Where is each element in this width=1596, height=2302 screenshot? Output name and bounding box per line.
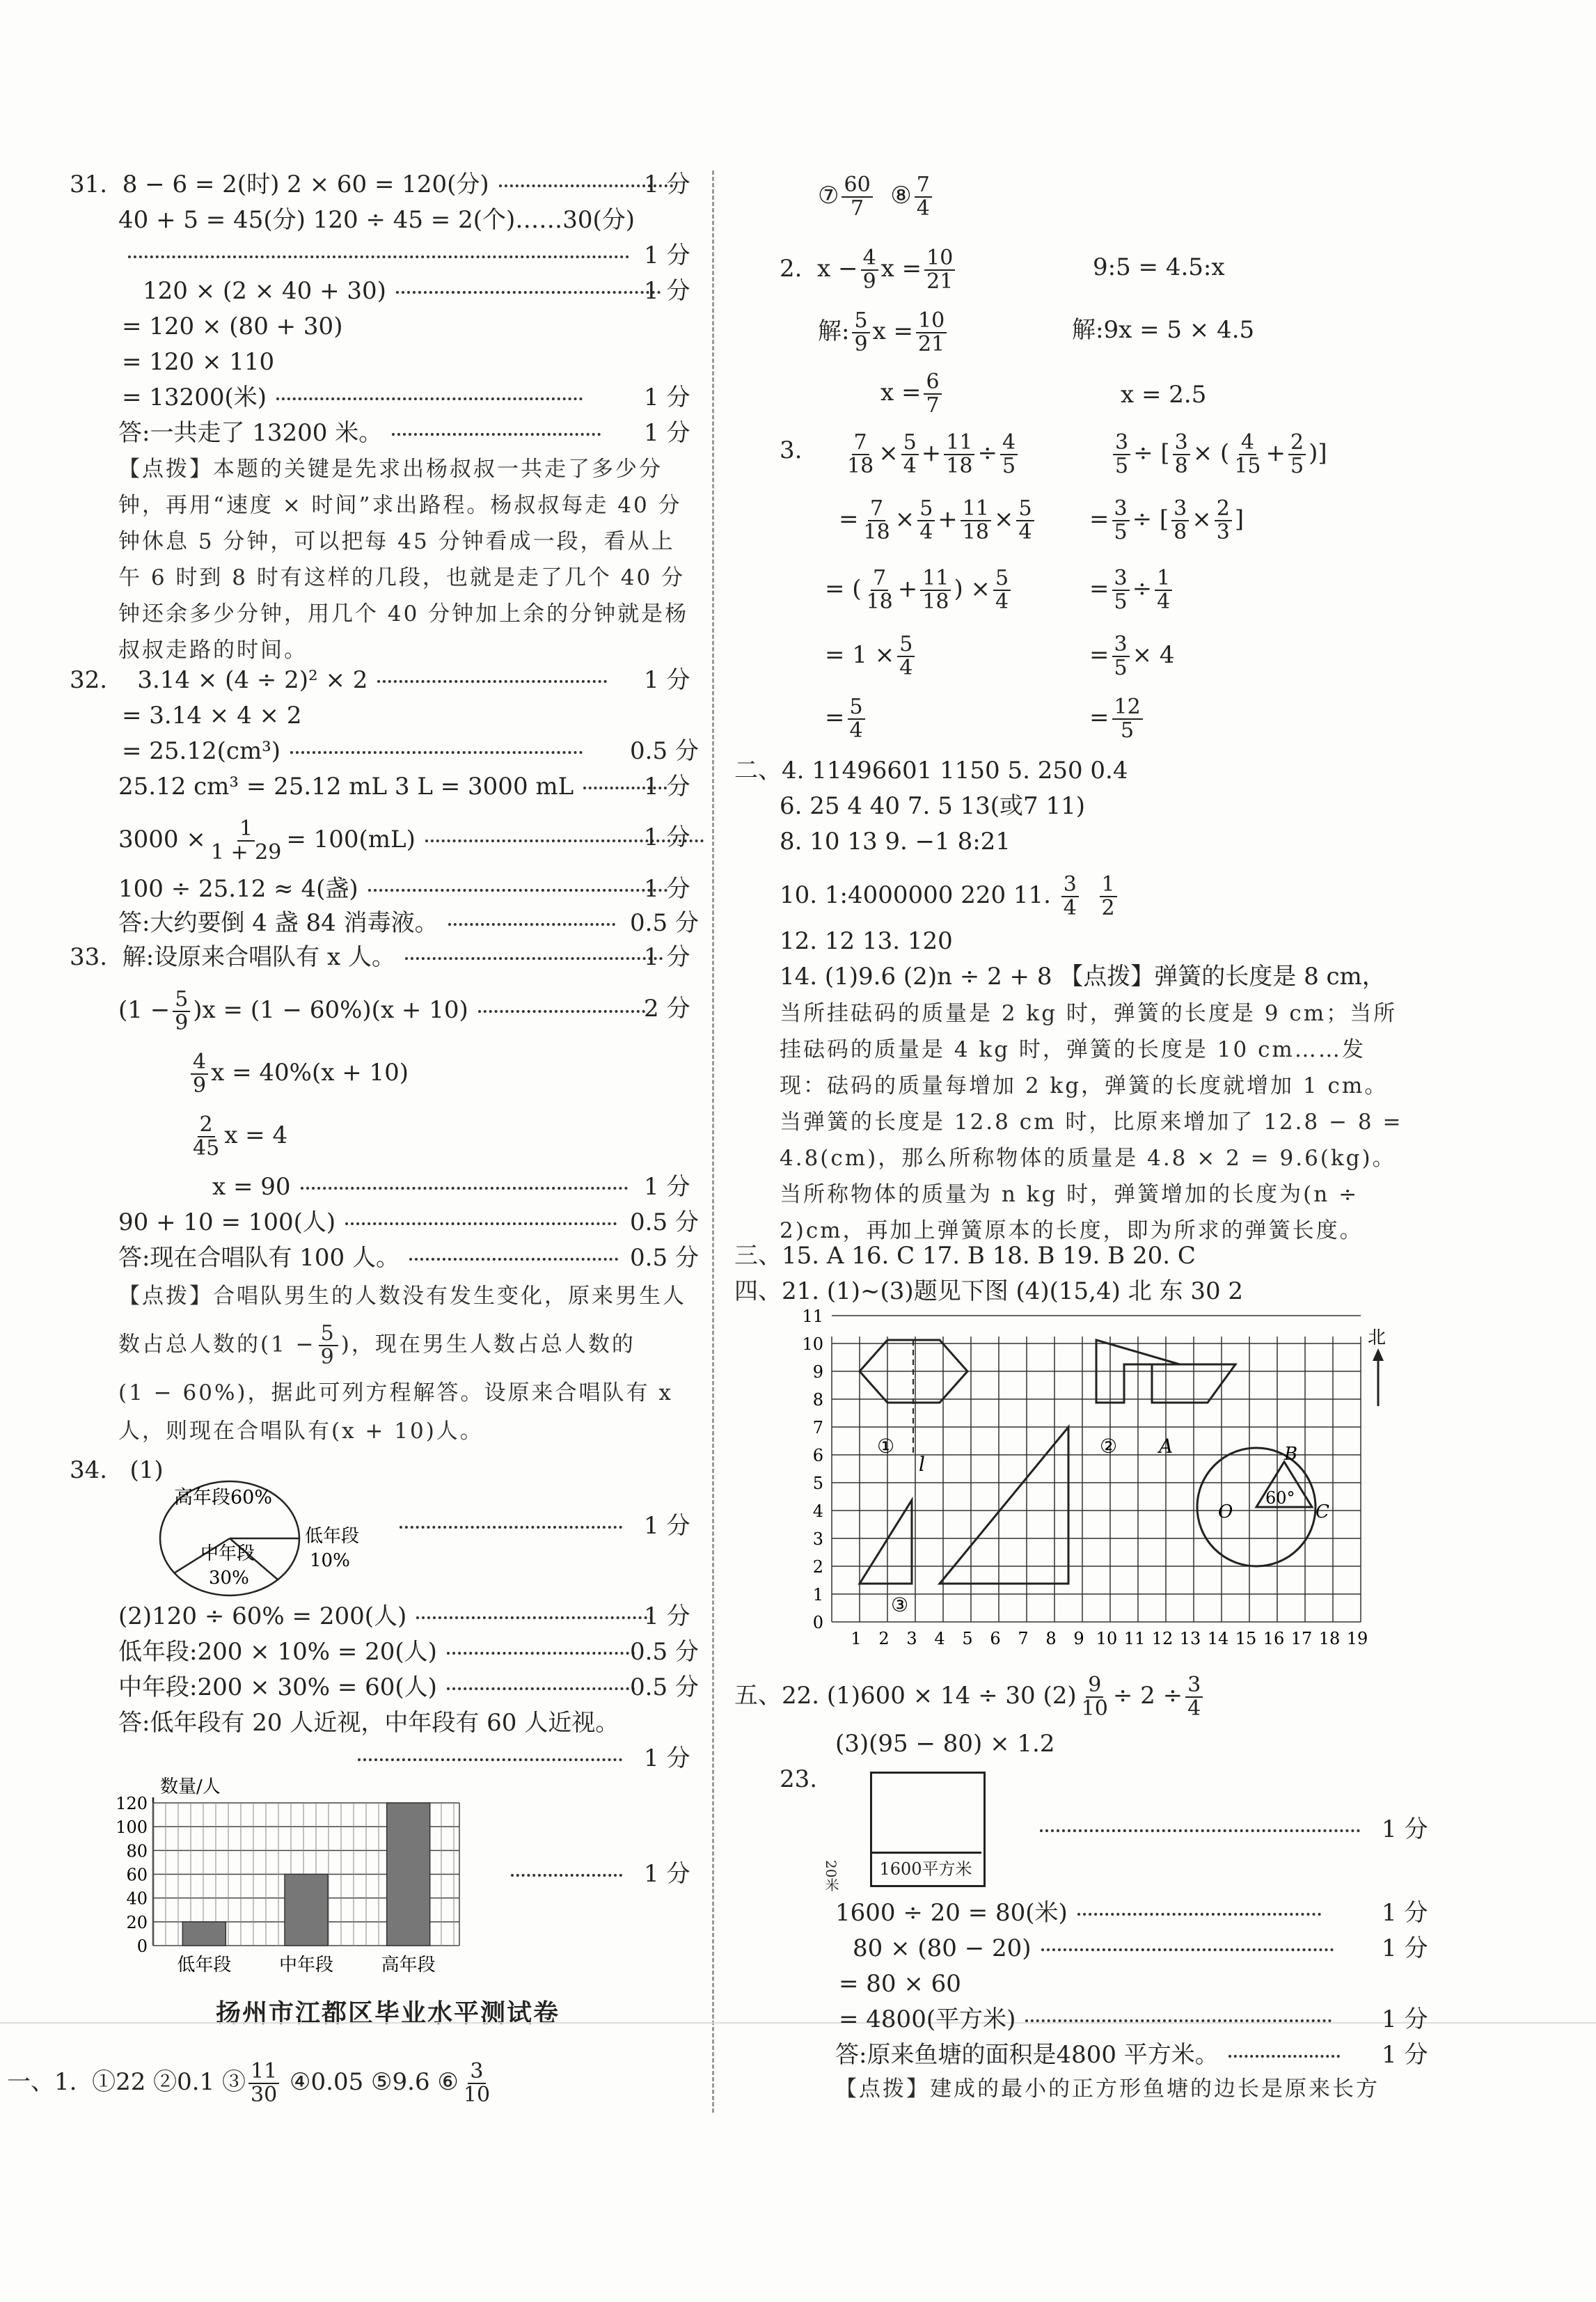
coordinate-grid bbox=[773, 1305, 1413, 1667]
q23-answer: 答:原来鱼塘的面积是4800 平方米。 bbox=[835, 2040, 1350, 2070]
exam-title: 扬州市江都区毕业水平测试卷 bbox=[216, 1999, 560, 2028]
q33-line6: 90 + 10 = 100(人) bbox=[118, 1207, 626, 1238]
bar-ytick-label: 60 bbox=[126, 1865, 148, 1885]
grid-ytick: 0 bbox=[812, 1613, 823, 1632]
sec2-line5: 12. 12 13. 120 bbox=[780, 927, 953, 955]
bar-chart bbox=[104, 1772, 494, 1980]
q2-left-line2: 解: $\frac{5}{9}$ x = $\frac{10}{21}$ bbox=[818, 310, 949, 356]
q34-answer: 答:低年段有 20 人近视，中年段有 60 人近视。 bbox=[118, 1709, 619, 1737]
q3-left-line5: = $\frac{5}{4}$ bbox=[825, 696, 868, 742]
q33-tip-line3: (1 − 60%)，据此可列方程解答。设原来合唱队有 x bbox=[118, 1380, 673, 1405]
q31-answer: 答:一共走了 13200 米。 bbox=[118, 418, 610, 448]
q2-left-line3: x = $\frac{6}{7}$ bbox=[880, 371, 945, 417]
label-north: 北 bbox=[1368, 1327, 1386, 1348]
shape-3-large-triangle bbox=[940, 1427, 1068, 1584]
q33-line4: $\frac{2}{45}$ x = 4 bbox=[193, 1112, 288, 1160]
score: 1 分 bbox=[644, 419, 690, 447]
q3-right-line1: $\frac{3}{5}$ ÷ [ $\frac{3}{8}$ × ( $\frac{4}{15}$ + $\frac{2}{5}$ )] bbox=[1110, 432, 1327, 478]
q23-line1: 1600 ÷ 20 = 80(米) bbox=[835, 1898, 1331, 1928]
q33-line3: $\frac{4}{9}$ x = 40%(x + 10) bbox=[188, 1051, 409, 1097]
bar-category-label: 中年段 bbox=[278, 1955, 334, 1976]
score: 1 分 bbox=[1382, 2041, 1428, 2069]
grid-ytick: 3 bbox=[812, 1529, 823, 1549]
sec2-line3: 8. 10 13 9. −1 8:21 bbox=[780, 828, 1011, 856]
grid-xtick: 8 bbox=[1045, 1629, 1057, 1648]
grid-ytick: 1 bbox=[812, 1585, 823, 1605]
score: 1 分 bbox=[644, 773, 690, 801]
label-l: l bbox=[919, 1453, 925, 1476]
score: 1 分 bbox=[644, 823, 690, 851]
sec3-line: 三、15. A 16. C 17. B 18. B 19. B 20. C bbox=[734, 1242, 1196, 1270]
bar-ytick-label: 0 bbox=[136, 1937, 148, 1956]
pie-label-mid: 中年段 bbox=[200, 1543, 255, 1564]
q32-line3: = 25.12(cm³) bbox=[122, 736, 592, 766]
score: 2 分 bbox=[644, 995, 690, 1023]
score: 0.5 分 bbox=[630, 737, 699, 765]
score: 1 分 bbox=[644, 1744, 690, 1772]
grid-xtick: 18 bbox=[1318, 1629, 1341, 1648]
q3-num: 3. bbox=[780, 436, 803, 464]
bar-ytick-label: 100 bbox=[116, 1818, 148, 1838]
column-divider bbox=[712, 171, 714, 2113]
q31-line6: = 120 × 110 bbox=[122, 348, 275, 376]
q3-right-line4: = $\frac{3}{5}$ × 4 bbox=[1089, 632, 1175, 680]
grid-ytick: 6 bbox=[812, 1446, 823, 1465]
q31-line4: 120 × (2 × 40 + 30) bbox=[143, 276, 670, 306]
q2-right-line3: x = 2.5 bbox=[1121, 381, 1207, 409]
q32-line5: 3000 × $\frac{1}{1 + 29}$ = 100(mL) bbox=[118, 818, 713, 864]
pie-label-low-pct: 10% bbox=[310, 1550, 350, 1571]
q23-num: 23. bbox=[780, 1765, 818, 1793]
label-A: A bbox=[1159, 1435, 1174, 1458]
label-B: B bbox=[1284, 1444, 1298, 1465]
grid-ytick: 10 bbox=[802, 1334, 823, 1354]
bar-category-label: 低年段 bbox=[177, 1955, 232, 1976]
sec2-line2: 6. 25 4 40 7. 5 13(或7 11) bbox=[780, 792, 1086, 820]
q32-answer: 答:大约要倒 4 盏 84 消毒液。 bbox=[118, 908, 625, 938]
score: 0.5 分 bbox=[630, 1244, 699, 1272]
score: 0.5 分 bbox=[630, 1208, 699, 1236]
score: 1 分 bbox=[1382, 1934, 1428, 1962]
label-1: ① bbox=[877, 1435, 895, 1458]
q31-tip: 【点拨】本题的关键是先求出杨叔叔一共走了多少分钟，再用“速度 × 时间”求出路程。杨叔叔每走 40 分钟休息 5 分钟，可以把每 45 分钟看成一段，看从上午 6 时到 8 时有这样的几段，也就是走了几个 40 分钟还余多少分钟，用几个 40 分钟加上余的分钟就是杨叔叔走路的时间。 bbox=[118, 457, 689, 663]
grid-ytick: 5 bbox=[812, 1474, 823, 1493]
grid-xtick: 12 bbox=[1151, 1629, 1174, 1648]
bar-3 bbox=[387, 1803, 430, 1946]
bar-ytick-label: 40 bbox=[126, 1889, 148, 1909]
grid-ytick: 11 bbox=[802, 1307, 823, 1326]
grid-xtick: 16 bbox=[1263, 1629, 1285, 1648]
grid-xtick: 14 bbox=[1207, 1629, 1229, 1648]
grid-xtick: 4 bbox=[934, 1629, 945, 1648]
bar-ytick-label: 120 bbox=[116, 1794, 148, 1813]
q33-tip-line4: 人，则现在合唱队有(x + 10)人。 bbox=[118, 1419, 484, 1444]
score: 1 分 bbox=[1382, 1899, 1428, 1927]
r0-line: ⑦ $\frac{60}{7}$ ⑧ $\frac{7}{4}$ bbox=[818, 174, 935, 220]
label-2: ② bbox=[1100, 1435, 1118, 1458]
q31-line5: = 120 × (80 + 30) bbox=[122, 313, 343, 340]
score: 0.5 分 bbox=[630, 1638, 699, 1666]
q34-line-bar bbox=[348, 1743, 632, 1774]
grid-xtick: 3 bbox=[906, 1629, 917, 1648]
grid-ytick: 7 bbox=[812, 1418, 823, 1437]
score: 0.5 分 bbox=[630, 909, 699, 937]
q34-line2: 低年段:200 × 10% = 20(人) bbox=[118, 1637, 645, 1667]
score: 0.5 分 bbox=[630, 1673, 699, 1701]
grid-xtick: 17 bbox=[1290, 1629, 1313, 1648]
grid-ytick: 9 bbox=[812, 1362, 823, 1382]
q31-line7: = 13200(米) bbox=[122, 382, 592, 413]
score: 1 分 bbox=[644, 666, 690, 694]
q31-line1: 31. 8 − 6 = 2(时) 2 × 60 = 120(分) bbox=[70, 169, 683, 200]
q32-line6: 100 ÷ 25.12 ≈ 4(盏) bbox=[118, 874, 677, 904]
q34-line1: (2)120 ÷ 60% = 200(人) bbox=[118, 1601, 663, 1632]
q33-line1: 33. 解:设原来合唱队有 x 人。 bbox=[70, 942, 672, 972]
score: 1 分 bbox=[644, 384, 690, 411]
q34-num: 34. (1) bbox=[70, 1456, 164, 1484]
grid-ytick: 8 bbox=[812, 1390, 823, 1410]
q23-line2: 80 × (80 − 20) bbox=[853, 1933, 1343, 1964]
score: 1 分 bbox=[644, 1512, 690, 1540]
sec4-line: 四、21. (1)~(3)题见下图 (4)(15,4) 北 东 30 2 bbox=[734, 1277, 1244, 1305]
pie-label-mid-pct: 30% bbox=[209, 1568, 249, 1588]
pie-label-high: 高年段60% bbox=[174, 1487, 273, 1508]
sec5-line2: (3)(95 − 80) × 1.2 bbox=[835, 1730, 1055, 1758]
grid-ytick: 4 bbox=[812, 1501, 823, 1521]
bar-1 bbox=[182, 1922, 226, 1946]
label-O: O bbox=[1218, 1501, 1233, 1522]
q23-line4: = 4800(平方米) bbox=[839, 2004, 1341, 2035]
q2-right-line1: 9:5 = 4.5:x bbox=[1093, 253, 1225, 281]
sec2-line4: 10. 1:4000000 220 11. $\frac{3}{4}$ $\frac{1}{2}$ bbox=[780, 874, 1120, 920]
score: 1 分 bbox=[644, 171, 690, 198]
q3-left-line2: = $\frac{7}{18}$ × $\frac{5}{4}$ + $\frac{11}{18}$ × $\frac{5}{4}$ bbox=[839, 498, 1037, 544]
q33-answer: 答:现在合唱队有 100 人。 bbox=[118, 1243, 628, 1273]
q33-line5: x = 90 bbox=[212, 1172, 638, 1202]
score: 1 分 bbox=[1382, 2005, 1428, 2033]
label-3: ③ bbox=[891, 1593, 909, 1616]
pie-label-low: 低年段 bbox=[305, 1526, 360, 1547]
score: 1 分 bbox=[644, 242, 690, 269]
grid-ytick: 2 bbox=[812, 1557, 823, 1577]
grid-xtick: 11 bbox=[1123, 1629, 1146, 1648]
q2-left-line1: 2. x − $\frac{4}{9}$ x = $\frac{10}{21}$ bbox=[780, 247, 958, 293]
q31-line3 bbox=[118, 240, 639, 271]
grid-xtick: 10 bbox=[1096, 1629, 1118, 1648]
grid-xtick: 6 bbox=[990, 1629, 1001, 1648]
q3-left-line1: $\frac{7}{18}$ × $\frac{5}{4}$ + $\frac{11}{18}$ ÷ $\frac{4}{5}$ bbox=[842, 432, 1020, 478]
bar-ytick-label: 80 bbox=[126, 1841, 148, 1861]
grid-xtick: 9 bbox=[1073, 1629, 1084, 1648]
q23-line-fig bbox=[1030, 1814, 1370, 1845]
score: 1 分 bbox=[644, 943, 690, 971]
sec2-line1: 二、4. 11496601 1150 5. 250 0.4 bbox=[734, 757, 1128, 785]
grid-xtick: 2 bbox=[878, 1629, 890, 1648]
q34-line3: 中年段:200 × 30% = 60(人) bbox=[118, 1672, 645, 1703]
label-C: C bbox=[1315, 1501, 1329, 1522]
q2-right-line2: 解:9x = 5 × 4.5 bbox=[1072, 316, 1255, 344]
section-separator bbox=[0, 2022, 1596, 2024]
score: 1 分 bbox=[644, 277, 690, 305]
sec1-line: 一、1. ①22 ②0.1 ③ $\frac{11}{30}$ ④0.05 ⑤9.6 ⑥ $\frac{3}{10}$ bbox=[7, 2059, 491, 2107]
q3-right-line2: = $\frac{3}{5}$ ÷ [ $\frac{3}{8}$ × $\frac{2}{3}$ ] bbox=[1089, 496, 1245, 544]
grid-xtick: 15 bbox=[1235, 1629, 1257, 1648]
q31-line2: 40 + 5 = 45(分) 120 ÷ 45 = 2(个)……30(分) bbox=[118, 206, 635, 234]
q3-right-line5: = $\frac{12}{5}$ bbox=[1089, 696, 1146, 742]
q33-tip-line1: 【点拨】合唱队男生的人数没有发生变化，原来男生人 bbox=[118, 1284, 686, 1309]
score: 1 分 bbox=[644, 1860, 690, 1888]
q3-left-line3: = ( $\frac{7}{18}$ + $\frac{11}{18}$ ) × $\frac{5}{4}$ bbox=[825, 567, 1013, 613]
score: 1 分 bbox=[644, 1602, 690, 1630]
score: 1 分 bbox=[644, 875, 690, 903]
sec2-line6: 14. (1)9.6 (2)n ÷ 2 + 8 【点拨】弹簧的长度是 8 cm， bbox=[780, 963, 1386, 991]
pie-chart bbox=[153, 1476, 360, 1601]
grid-xtick: 13 bbox=[1179, 1629, 1201, 1648]
q3-left-line4: = 1 × $\frac{5}{4}$ bbox=[825, 633, 917, 679]
q33-tip-line2: 数占总人数的(1 − $\frac{5}{9}$ )，现在男生人数占总人数的 bbox=[118, 1321, 635, 1369]
q34-line-bar2 bbox=[501, 1859, 632, 1889]
score: 1 分 bbox=[1382, 1815, 1428, 1843]
grid-xtick: 7 bbox=[1018, 1629, 1029, 1648]
grid-xtick: 5 bbox=[962, 1629, 973, 1648]
q32-line4: 25.12 cm³ = 25.12 mL 3 L = 3000 mL bbox=[118, 771, 677, 802]
shape-3-small-triangle bbox=[860, 1500, 912, 1584]
score: 1 分 bbox=[644, 1173, 690, 1201]
q14-tip: 当所挂砝码的质量是 2 kg 时，弹簧的长度是 9 cm；当所挂砝码的质量是 4 kg 时，弹簧的长度是 10 cm……发现：砝码的质量每增加 2 kg，弹簧的长度就增加 1 cm。当弹簧的长度是 12.8 cm 时，比原来增加了 12.8 − 8 = 4.8(cm)，那么所称物体的质量是 4.8 × 2 = 9.6(kg)。当所称物体的质量为 n kg 时，弹簧增加的长度为(n ÷ 2)cm，再加上弹簧原本的长度，即为所求的弹簧长度。 bbox=[780, 1001, 1403, 1243]
q3-right-line3: = $\frac{3}{5}$ ÷ $\frac{1}{4}$ bbox=[1089, 567, 1175, 613]
rect-label: 1600平方米 bbox=[870, 1852, 981, 1885]
sec5-line1: 五、22. (1)600 × 14 ÷ 30 (2) $\frac{9}{10}$ ÷ 2 ÷ $\frac{3}{4}$ bbox=[734, 1674, 1206, 1720]
bar-ytick-label: 20 bbox=[126, 1912, 148, 1932]
label-angle: 60° bbox=[1265, 1488, 1295, 1508]
q34-line-pie bbox=[390, 1511, 632, 1541]
q33-line2: (1 − $\frac{5}{9}$ )x = (1 − 60%)(x + 10) bbox=[118, 988, 655, 1034]
bar-ylabel: 数量/人 bbox=[160, 1776, 221, 1797]
q23-tip: 【点拨】建成的最小的正方形鱼塘的边长是原来长方 bbox=[835, 2076, 1380, 2102]
north-arrowhead bbox=[1373, 1348, 1384, 1361]
bar-category-label: 高年段 bbox=[381, 1955, 436, 1976]
side-label: 20米 bbox=[823, 1860, 839, 1892]
q32-line2: = 3.14 × 4 × 2 bbox=[122, 702, 302, 730]
grid-xtick: 1 bbox=[851, 1629, 862, 1648]
bar-2 bbox=[285, 1875, 328, 1946]
q32-line1: 32. 3.14 × (4 ÷ 2)² × 2 bbox=[70, 665, 617, 695]
q23-line3: = 80 × 60 bbox=[839, 1970, 961, 1998]
grid-xtick: 19 bbox=[1346, 1629, 1368, 1648]
